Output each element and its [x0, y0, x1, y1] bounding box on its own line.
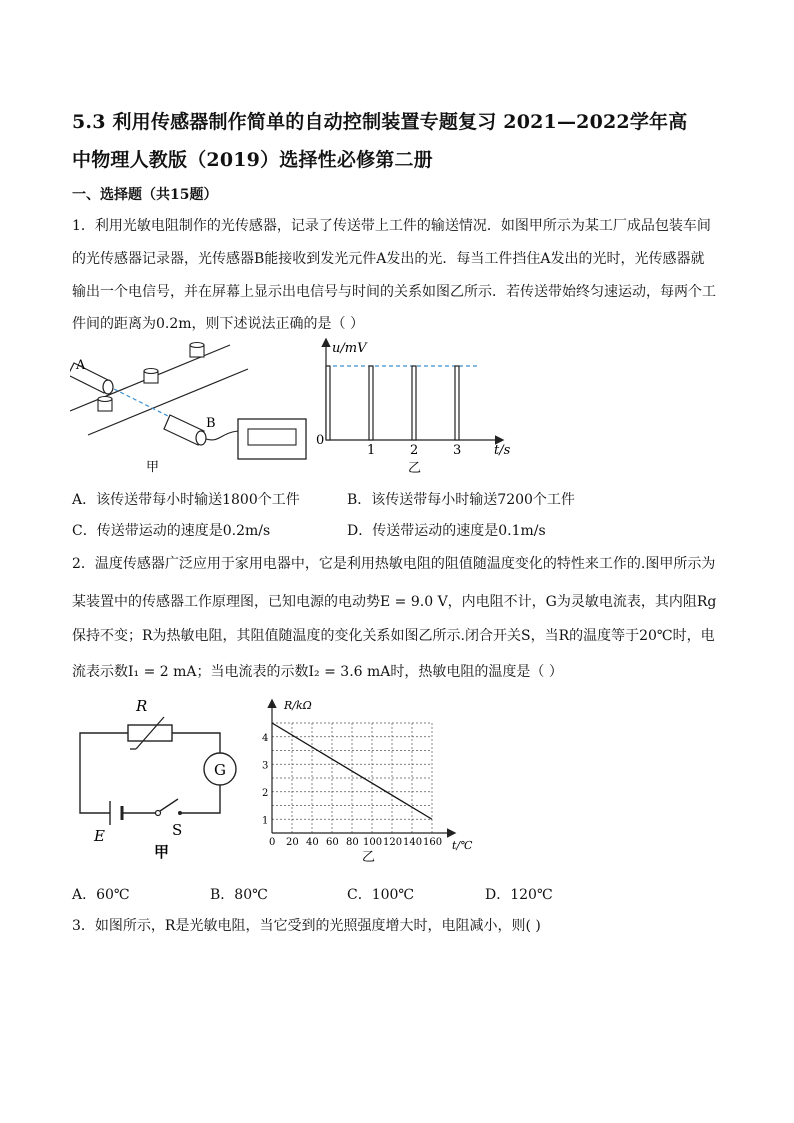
x-tick-label: 140: [403, 837, 423, 848]
q2-text-line-3: 保持不变；R为热敏电阻，其阻值随温度的变化关系如图乙所示.闭合开关S，当R的温度等于20℃时，电: [72, 628, 715, 644]
q2-figure-rt-chart: [258, 693, 488, 865]
section-heading: 一、选择题（共15题）: [72, 187, 218, 203]
switch-s: [156, 799, 183, 816]
chart-grid: [272, 723, 432, 833]
q1-text-line-1: 1．利用光敏电阻制作的光传感器，记录了传送带上工件的输送情况．如图甲所示为某工厂成品包装车间: [72, 218, 711, 234]
y-axis-label: R/kΩ: [284, 699, 312, 712]
y-tick-label: 3: [262, 760, 269, 772]
label-s: S: [172, 821, 183, 839]
page-title-line-1: 5.3 利用传感器制作简单的自动控制装置专题复习 2021—2022学年高: [72, 111, 688, 133]
q3-text-line: 3．如图所示，R是光敏电阻，当它受到的光照强度增大时，电阻减小，则( ): [72, 918, 541, 934]
q1-text-line-2: 的光传感器记录器，光传感器B能接收到发光元件A发出的光．每当工件挡住A发出的光时，光传感器就: [72, 251, 705, 267]
y-axis-label: u/mV: [332, 341, 367, 356]
x-tick-label: 1: [367, 443, 376, 458]
x-tick-label: 100: [363, 837, 383, 848]
light-sensor-b: [164, 415, 206, 445]
q1-text-line-3: 输出一个电信号，并在屏幕上显示出电信号与时间的关系如图乙所示．若传送带始终匀速运动，每两个工: [72, 284, 716, 300]
x-tick-label: 20: [286, 837, 299, 848]
pulse: [369, 366, 373, 440]
workpiece: [144, 369, 158, 384]
figure-caption-jia: 甲: [154, 843, 170, 861]
figure-caption-yi: 乙: [408, 461, 422, 476]
x-tick-label: 0: [269, 837, 276, 848]
label-r: R: [136, 697, 148, 715]
q1-figure-conveyor: [70, 335, 310, 475]
q2-option-a[interactable]: A．60℃: [72, 887, 130, 903]
q2-option-d[interactable]: D．120℃: [485, 887, 553, 903]
page-title-line-2: 中物理人教版（2019）选择性必修第二册: [72, 149, 433, 171]
label-e: E: [94, 827, 105, 845]
x-tick-label: 60: [326, 837, 339, 848]
q2-option-b[interactable]: B．80℃: [210, 887, 268, 903]
q1-figure-pulse-graph: [310, 336, 520, 476]
q2-option-c[interactable]: C．100℃: [347, 887, 415, 903]
x-tick-label: 120: [383, 837, 403, 848]
q2-text-line-4: 流表示数I₁ = 2 mA；当电流表的示数I₂ = 3.6 mA时，热敏电阻的温度是（ ）: [72, 664, 563, 680]
thermistor-r: [128, 717, 172, 749]
x-tick-label: 3: [453, 443, 462, 458]
q1-option-c[interactable]: C．传送带运动的速度是0.2m/s: [72, 523, 271, 539]
q2-text-line-2: 某装置中的传感器工作原理图，已知电源的电动势E = 9.0 V，内电阻不计，G为灵敏电流表，其内阻Rg: [72, 594, 717, 610]
q1-text-line-4: 件间的距离为0.2m，则下述说法正确的是（ ）: [72, 316, 364, 332]
q1-option-a[interactable]: A．该传送带每小时输送1800个工件: [72, 492, 300, 508]
y-tick-label: 1: [262, 815, 269, 827]
x-tick-label: 160: [423, 837, 443, 848]
pulse: [412, 366, 416, 440]
x-axis-label: t/℃: [452, 839, 473, 852]
x-tick-label: 40: [306, 837, 319, 848]
q1-option-d[interactable]: D．传送带运动的速度是0.1m/s: [347, 523, 546, 539]
pulse: [455, 366, 459, 440]
x-axis-label: t/s: [494, 443, 511, 458]
figure-caption-jia: 甲: [146, 460, 160, 475]
origin-label: 0: [316, 433, 325, 448]
pulse: [326, 366, 330, 440]
label-g: G: [214, 761, 226, 779]
q2-text-line-1: 2．温度传感器广泛应用于家用电器中，它是利用热敏电阻的阻值随温度变化的特性来工作的.图甲所示为: [72, 556, 716, 572]
q1-option-b[interactable]: B．该传送带每小时输送7200个工件: [347, 492, 575, 508]
y-tick-label: 2: [262, 787, 269, 799]
recorder-screen: [248, 429, 296, 445]
x-tick-label: 2: [410, 443, 419, 458]
label-a: A: [76, 358, 86, 373]
x-tick-label: 80: [346, 837, 359, 848]
signal-wire: [206, 431, 238, 440]
workpiece: [98, 397, 112, 412]
y-tick-label: 4: [262, 732, 269, 744]
q2-figure-circuit: [70, 693, 260, 863]
label-b: B: [206, 416, 216, 431]
chart-ticks: [262, 733, 442, 848]
workpiece: [190, 343, 204, 358]
battery-e: [110, 801, 122, 825]
figure-caption-yi: 乙: [362, 850, 376, 865]
